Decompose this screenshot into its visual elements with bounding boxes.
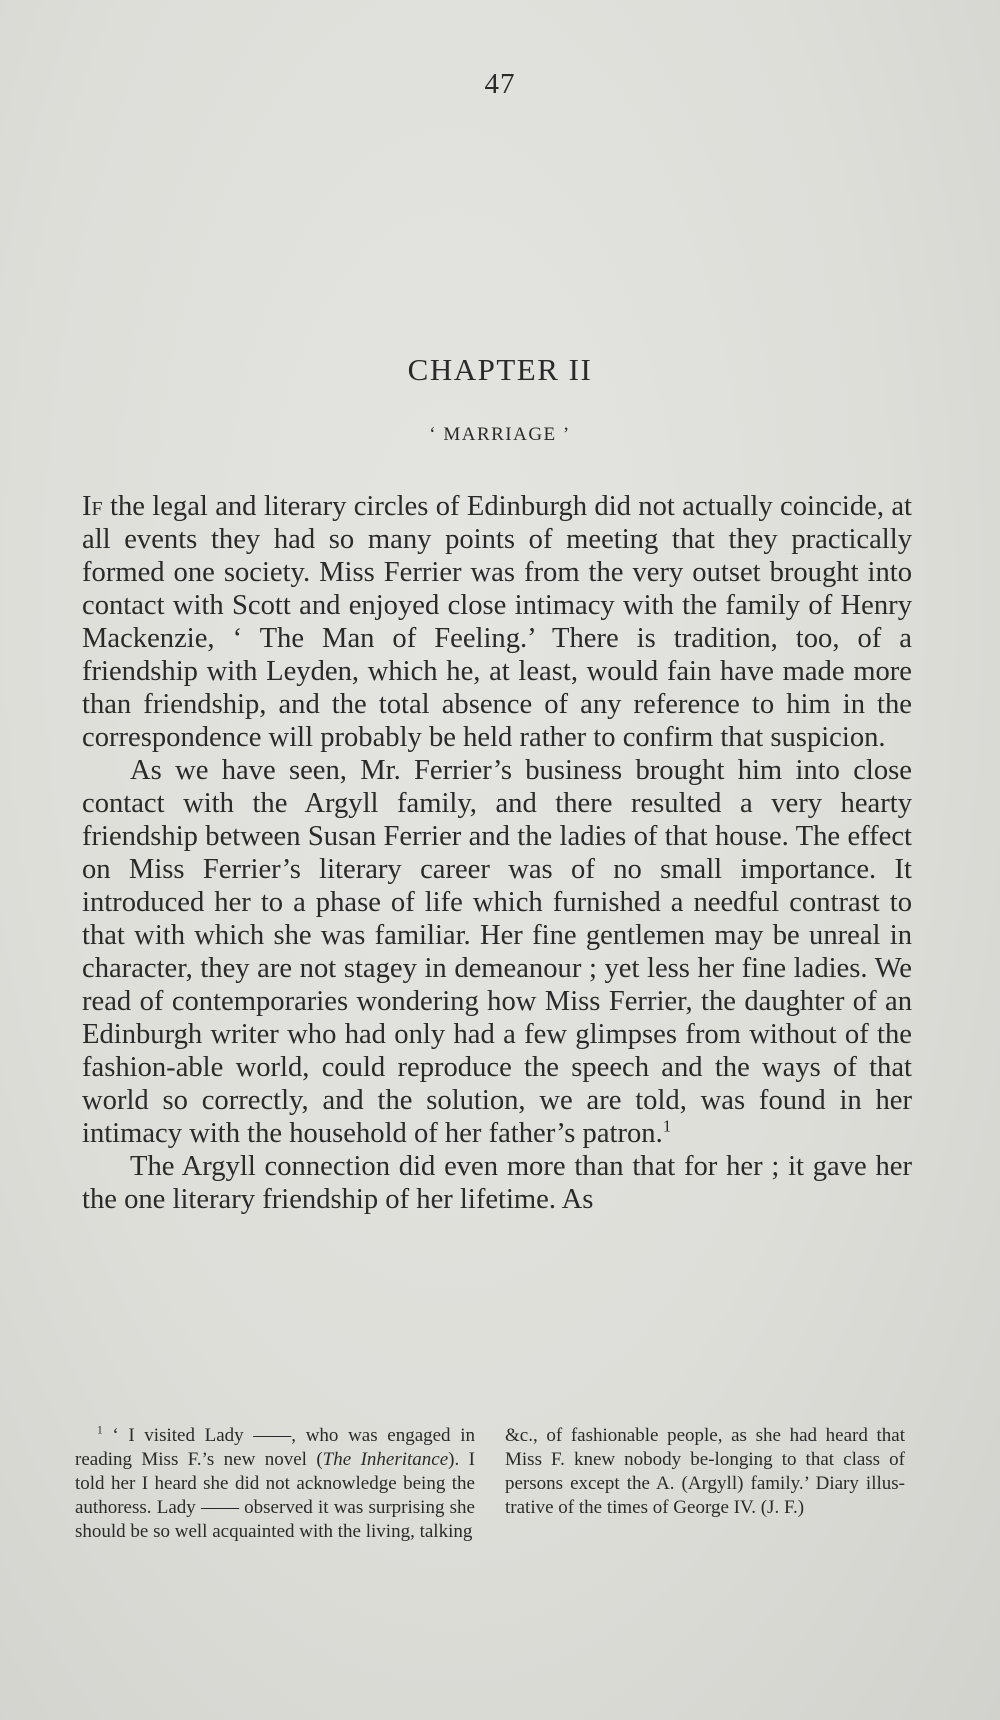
footnote-marker: 1: [97, 1424, 103, 1437]
footnote-reference[interactable]: 1: [662, 1116, 672, 1136]
book-title: The Inheritance: [322, 1449, 449, 1470]
paragraph-text: As we have seen, Mr. Ferrier’s business brought him into close contact with the Argyll family, and there resulted a very hearty friendship between Susan Ferrier and the ladies of that house. The effect on Miss Ferrier’s literary career was of no small importance. It introduced her to a phase of life which furnished a needful contrast to that with which she was familiar. Her fine gentlemen may be unreal in character, they are not stagey in demeanour ; yet less her fine ladies. We read of contemporaries wondering how Miss Ferrier, the daughter of an Edinburgh writer who had only had a few glimpses from without of the fashion-able world, could reproduce the speech and the ways of that world so correctly, and the solution, we are told, was found in her intimacy with the household of her father’s patron.: [82, 755, 912, 1149]
paragraph: [82, 754, 912, 1150]
body-text: [82, 490, 912, 1216]
paragraph-text: The Argyll connection did even more than that for her ; it gave her the one literary friendship of her lifetime. As: [82, 1151, 912, 1215]
chapter-subtitle: ‘ MARRIAGE ’: [429, 424, 571, 445]
paragraph-text: the legal and literary circles of Edinburgh did not actually coincide, at all events they had so many points of meeting that they practically formed one society. Miss Ferrier was from the very outset brought into contact with Scott and enjoyed close intimacy with the family of Henry Mackenzie, ‘ The Man of Feeling.’ There is tradition, too, of a friendship with Leyden, which he, at least, would fain have made more than friendship, and the total absence of any reference to him in the correspondence will probably be held rather to confirm that suspicion.: [82, 491, 912, 753]
footnote-text-part: ‘ I visited Lady ——, who was engaged in reading Miss F.’s new novel (: [75, 1425, 475, 1470]
page-number: 47: [484, 68, 516, 100]
drop-word: If: [82, 491, 103, 522]
footnote-text-part: ). I told her I heard she did not acknowledge being the authoress. Lady —— observed it was surprising she should be so well acquainted with the living, talking: [75, 1449, 475, 1542]
footnote-column-left: [75, 1424, 475, 1544]
footnote-text: &c., of fashionable people, as she had heard that Miss F. knew nobody be-longing to that class of persons except the A. (Argyll) family.’ Diary illus-trative of the times of George IV. (J. F.): [505, 1425, 905, 1518]
footnote-column-right: [505, 1424, 905, 1544]
footnote-text: [75, 1424, 475, 1544]
chapter-title: CHAPTER II: [407, 352, 593, 387]
paragraph: [82, 490, 912, 754]
paragraph: [82, 1150, 912, 1216]
footnotes: [75, 1424, 905, 1544]
